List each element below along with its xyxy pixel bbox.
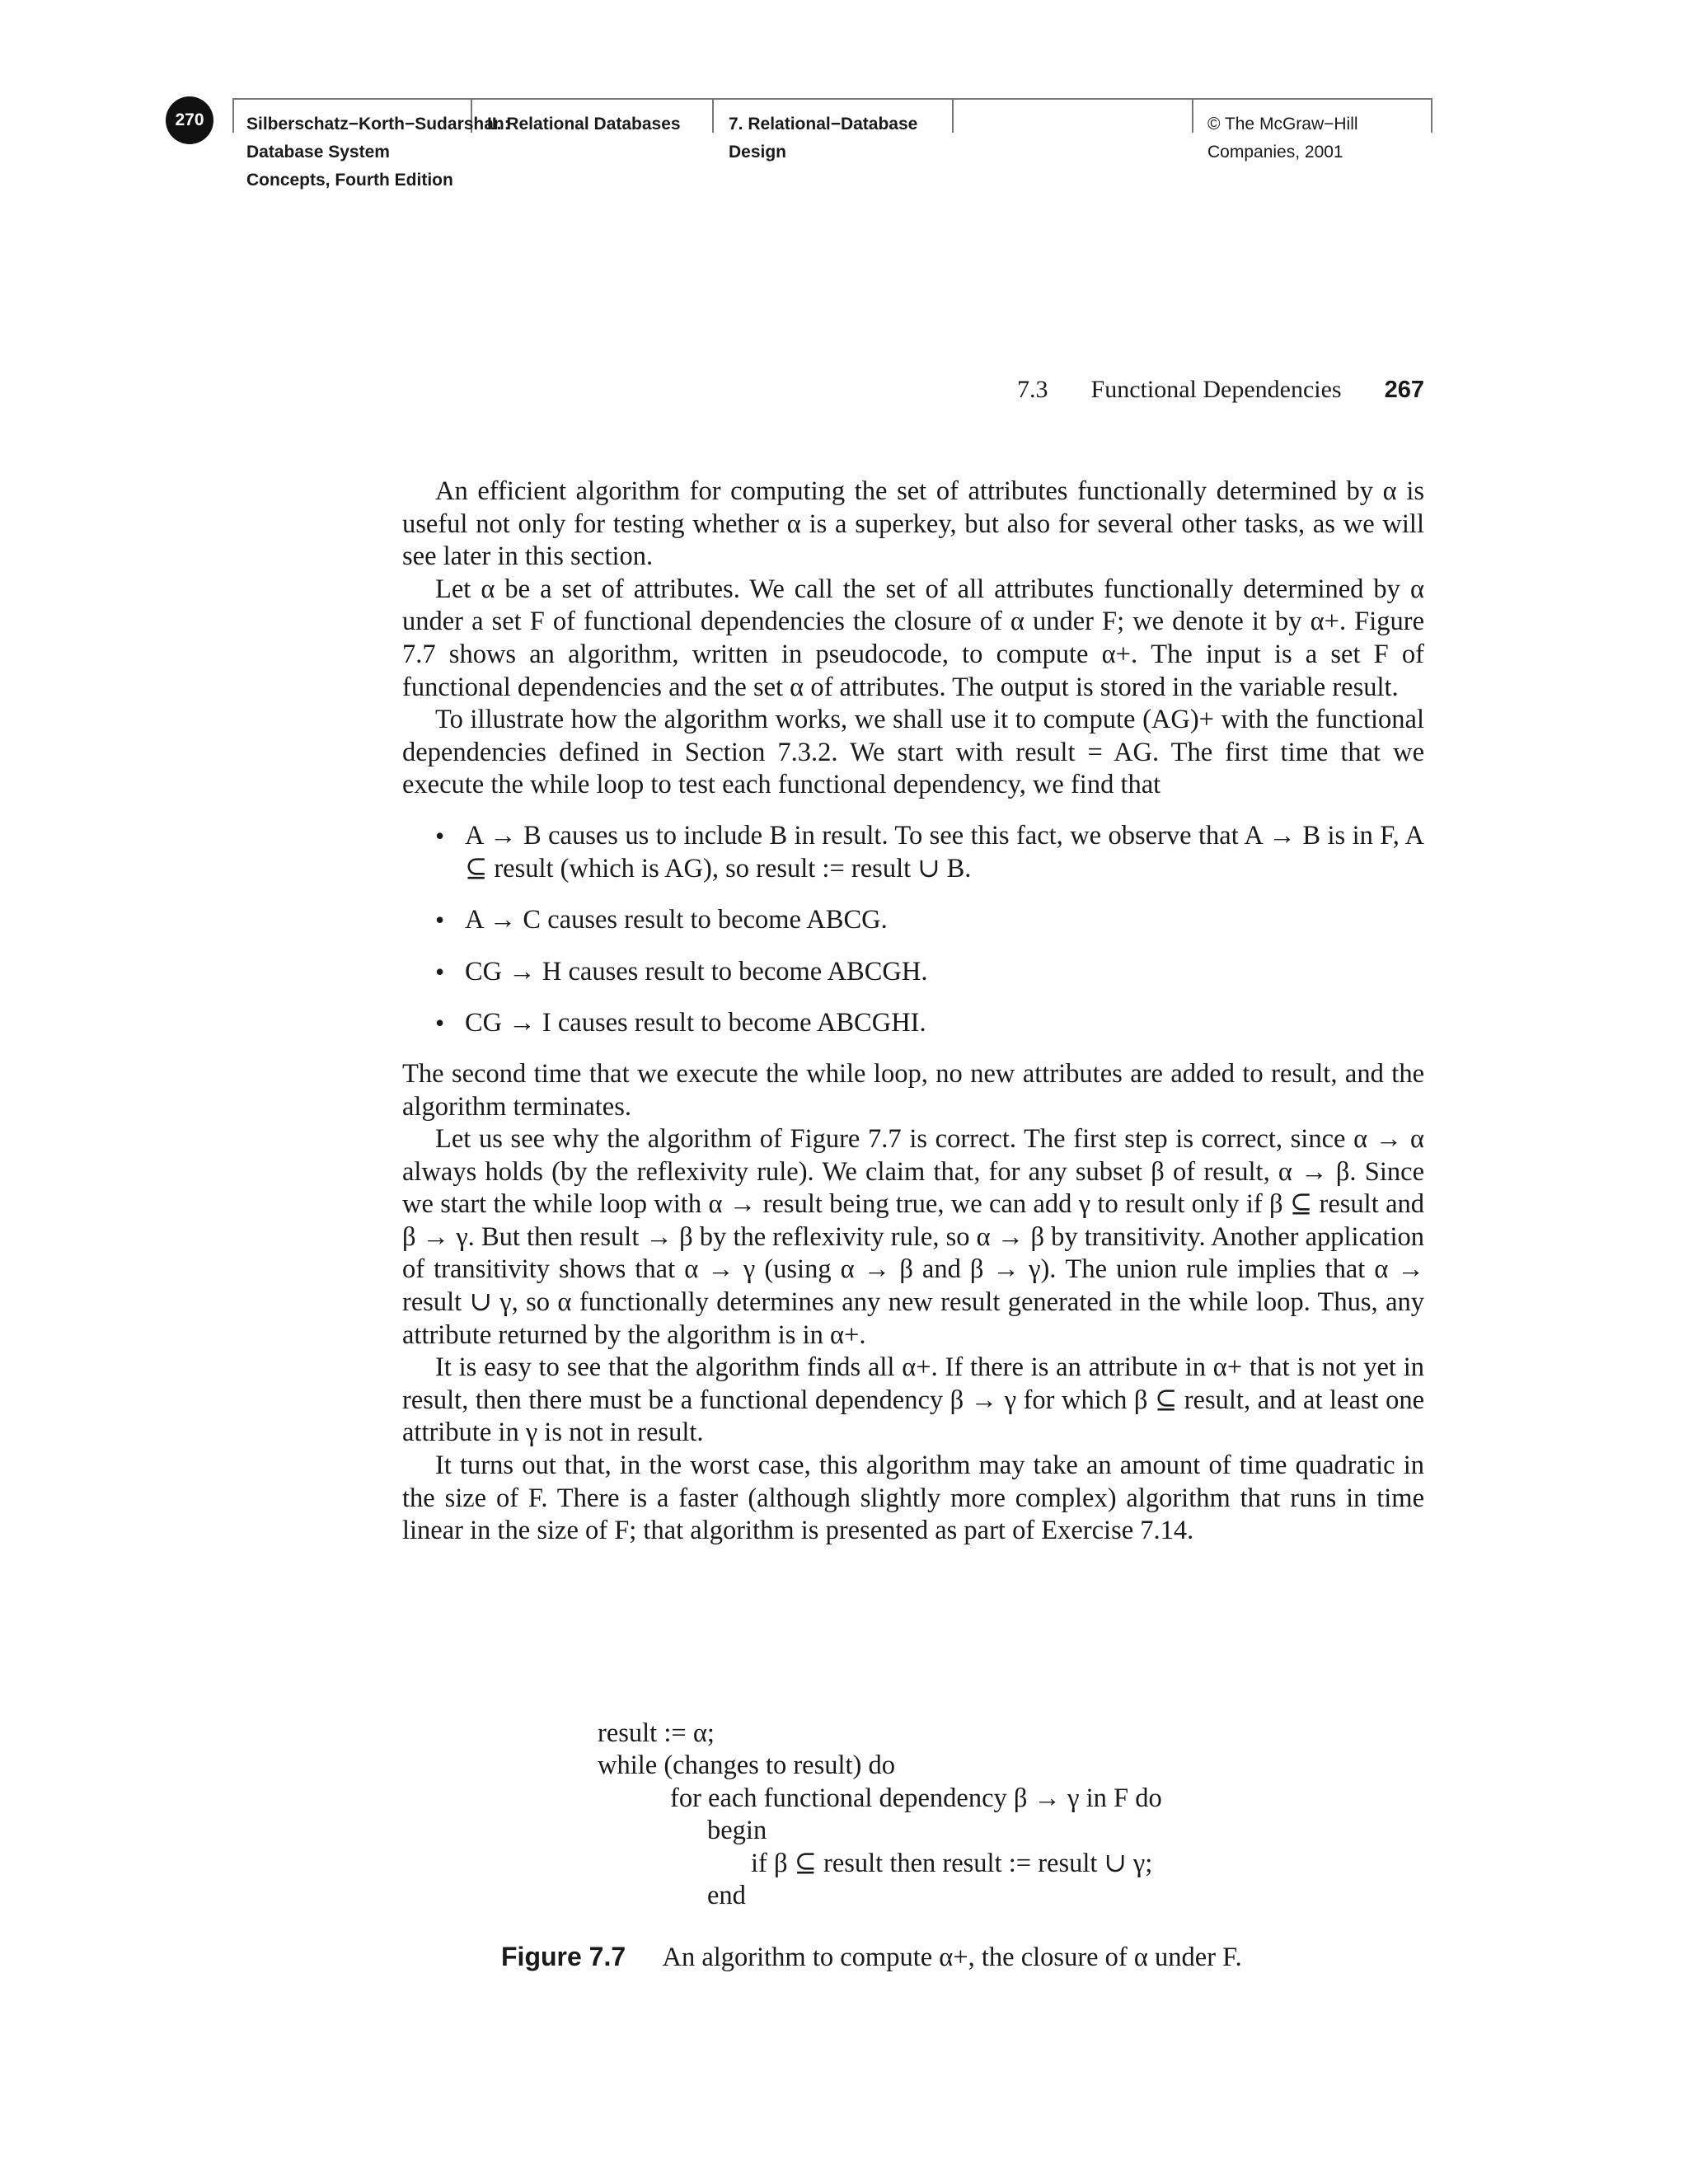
running-head	[1017, 376, 1424, 404]
header-top-rule	[232, 98, 1432, 100]
page-number-badge-text: 270	[175, 110, 204, 129]
bullet-item: • A → C causes result to become ABCG.	[465, 904, 1424, 937]
header-chapter-info	[729, 110, 917, 166]
bullet-list	[402, 820, 1424, 1040]
pseudocode-line: result := α;	[598, 1718, 715, 1748]
header-part-info	[487, 110, 681, 138]
paragraph: To illustrate how the algorithm works, we shall use it to compute (AG)+ with the functional dependencies defined in Section 7.3.2. We start with result = AG. The first time that we execute the while loop to test each functional dependency, we find that	[402, 705, 1424, 800]
header-chapter-line: 7. Relational−Database	[729, 115, 918, 134]
bullet-item: • A → B causes us to include B in result. To see this fact, we observe that A → B is in F, A ⊆ result (which is AG), so result := result ∪ B.	[465, 820, 1424, 885]
figure-label: Figure 7.7	[501, 1942, 626, 1971]
header-book-line: Silberschatz−Korth−Sudarshan:	[246, 115, 510, 134]
bullet-item: • CG → I causes result to become ABCGHI.	[465, 1007, 1424, 1040]
pseudocode-line: end	[707, 1880, 746, 1910]
pseudocode-line: begin	[707, 1816, 767, 1846]
header-copyright-line: Companies, 2001	[1207, 143, 1343, 162]
paragraph: An efficient algorithm for computing the set of attributes functionally determined by α is useful not only for testing whether α is a superkey, but also for several other tasks, as we will see later in this section.	[402, 476, 1424, 572]
header-divider	[712, 98, 714, 133]
paragraph: It turns out that, in the worst case, this algorithm may take an amount of time quadratic in the size of F. There is a faster (although slightly more complex) algorithm that runs in time linear in the size of F; that algorithm is presented as part of Exercise 7.14.	[402, 1451, 1424, 1546]
header-book-info	[246, 110, 510, 194]
header-copyright	[1207, 110, 1358, 166]
header-book-line: Database System	[246, 143, 390, 162]
header-divider	[1192, 98, 1193, 133]
section-title: Functional Dependencies	[1090, 376, 1342, 403]
paragraph: It is easy to see that the algorithm finds all α+. If there is an attribute in α+ that is not yet in result, then there must be a functional dependency β → γ for which β ⊆ result, and at least one attribute in γ is not in result.	[402, 1352, 1424, 1448]
page-number-badge	[166, 96, 213, 144]
header-divider	[1431, 98, 1432, 133]
pseudocode-line: while (changes to result) do	[598, 1750, 896, 1781]
figure-caption-text: An algorithm to compute α+, the closure of α under F.	[662, 1943, 1242, 1972]
header-divider	[232, 98, 234, 133]
header-book-line: Concepts, Fourth Edition	[246, 171, 453, 190]
section-number: 7.3	[1017, 376, 1048, 403]
paragraph: Let us see why the algorithm of Figure 7.7 is correct. The first step is correct, since α → α always holds (by the reflexivity rule). We claim that, for any subset β of result, α → β. Since we start the while loop with α → result being true, we can add γ to result only if β ⊆ result and β → γ. But then result → β by the reflexivity rule, so α → β by transitivity. Another application of transitivity shows that α → γ (using α → β and β → γ). The union rule implies that α → result ∪ γ, so α functionally determines any new result generated in the while loop. Thus, any attribute returned by the algorithm is in α+.	[402, 1124, 1424, 1350]
bullet-item: • CG → H causes result to become ABCGH.	[465, 956, 1424, 989]
header-copyright-line: © The McGraw−Hill	[1207, 115, 1358, 134]
header-divider	[952, 98, 954, 133]
figure-caption	[501, 1942, 1242, 1973]
paragraph: Let α be a set of attributes. We call the set of all attributes functionally determined by α under a set F of functional dependencies the closure of α under F; we denote it by α+. Figure 7.7 shows an algorithm, written in pseudocode, to compute α+. The input is a set F of functional dependencies and the set α of attributes. The output is stored in the variable result.	[402, 574, 1424, 702]
body-text	[402, 476, 1424, 1548]
header-chapter-line: Design	[729, 143, 787, 162]
paragraph: The second time that we execute the while loop, no new attributes are added to result, and the algorithm terminates.	[402, 1058, 1424, 1122]
pseudocode-line: if β ⊆ result then result := result ∪ γ;	[751, 1848, 1153, 1878]
pseudocode-line: for each functional dependency β → γ in F do	[670, 1783, 1162, 1813]
algorithm-figure	[598, 1718, 1162, 1912]
page-number: 267	[1384, 377, 1424, 403]
header-part-line: II. Relational Databases	[487, 115, 681, 134]
